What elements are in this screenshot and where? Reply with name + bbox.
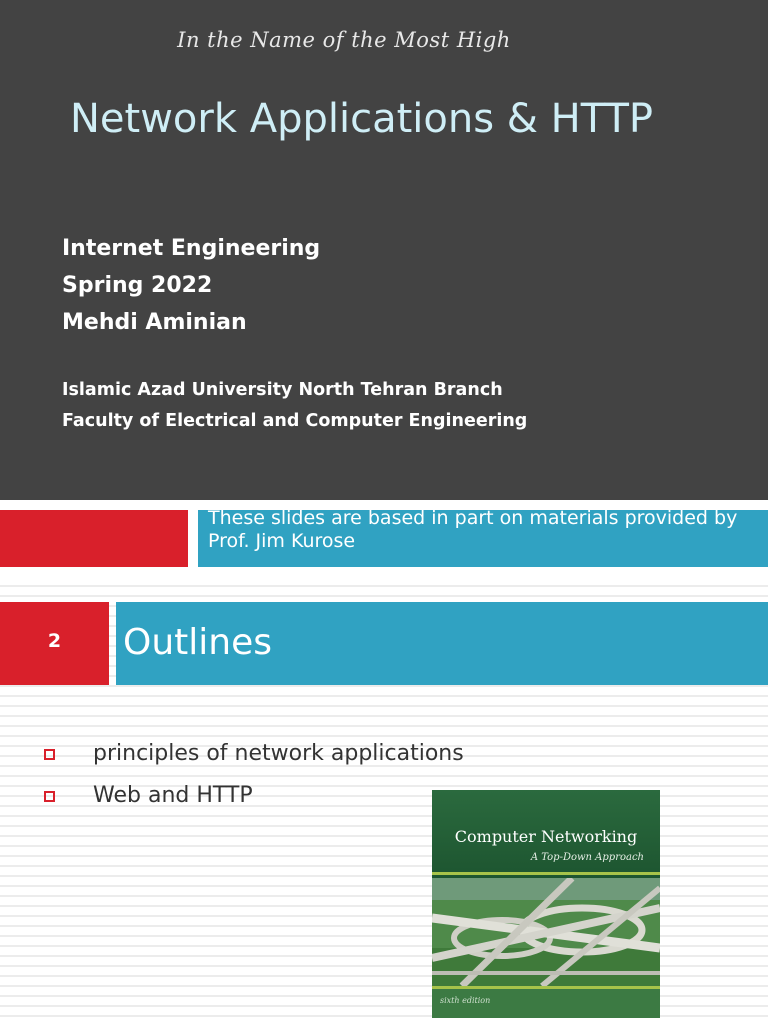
outline-list — [44, 736, 464, 820]
book-edition: sixth edition — [440, 996, 491, 1005]
outline-title: Outlines — [123, 622, 272, 663]
hollow-square-bullet-icon — [44, 749, 55, 760]
dedication-text: In the Name of the Most High — [177, 28, 511, 52]
list-item — [44, 778, 464, 820]
list-item-text: principles of network applications — [93, 741, 464, 766]
faculty-name: Faculty of Electrical and Computer Engineering — [62, 411, 528, 431]
highway-interchange-illustration — [432, 878, 660, 986]
list-item-text: Web and HTTP — [93, 783, 253, 808]
course-name: Internet Engineering — [62, 236, 321, 261]
book-title: Computer Networking — [454, 827, 638, 846]
course-info — [62, 230, 320, 341]
book-cover-image — [432, 790, 660, 1018]
affiliation — [62, 375, 527, 437]
course-term: Spring 2022 — [62, 273, 213, 298]
slide-number: 2 — [47, 630, 62, 652]
credit-note: These slides are based in part on materials provided by Prof. Jim Kurose — [208, 507, 738, 552]
list-item — [44, 736, 464, 778]
book-footer-divider — [432, 986, 660, 989]
red-accent-bar — [0, 510, 188, 567]
book-divider — [432, 872, 660, 875]
title-slide — [0, 0, 768, 500]
university-name: Islamic Azad University North Tehran Branch — [62, 380, 503, 400]
instructor-name: Mehdi Aminian — [62, 310, 247, 335]
slide-title: Network Applications & HTTP — [70, 96, 654, 142]
book-subtitle: A Top-Down Approach — [530, 852, 644, 863]
hollow-square-bullet-icon — [44, 791, 55, 802]
